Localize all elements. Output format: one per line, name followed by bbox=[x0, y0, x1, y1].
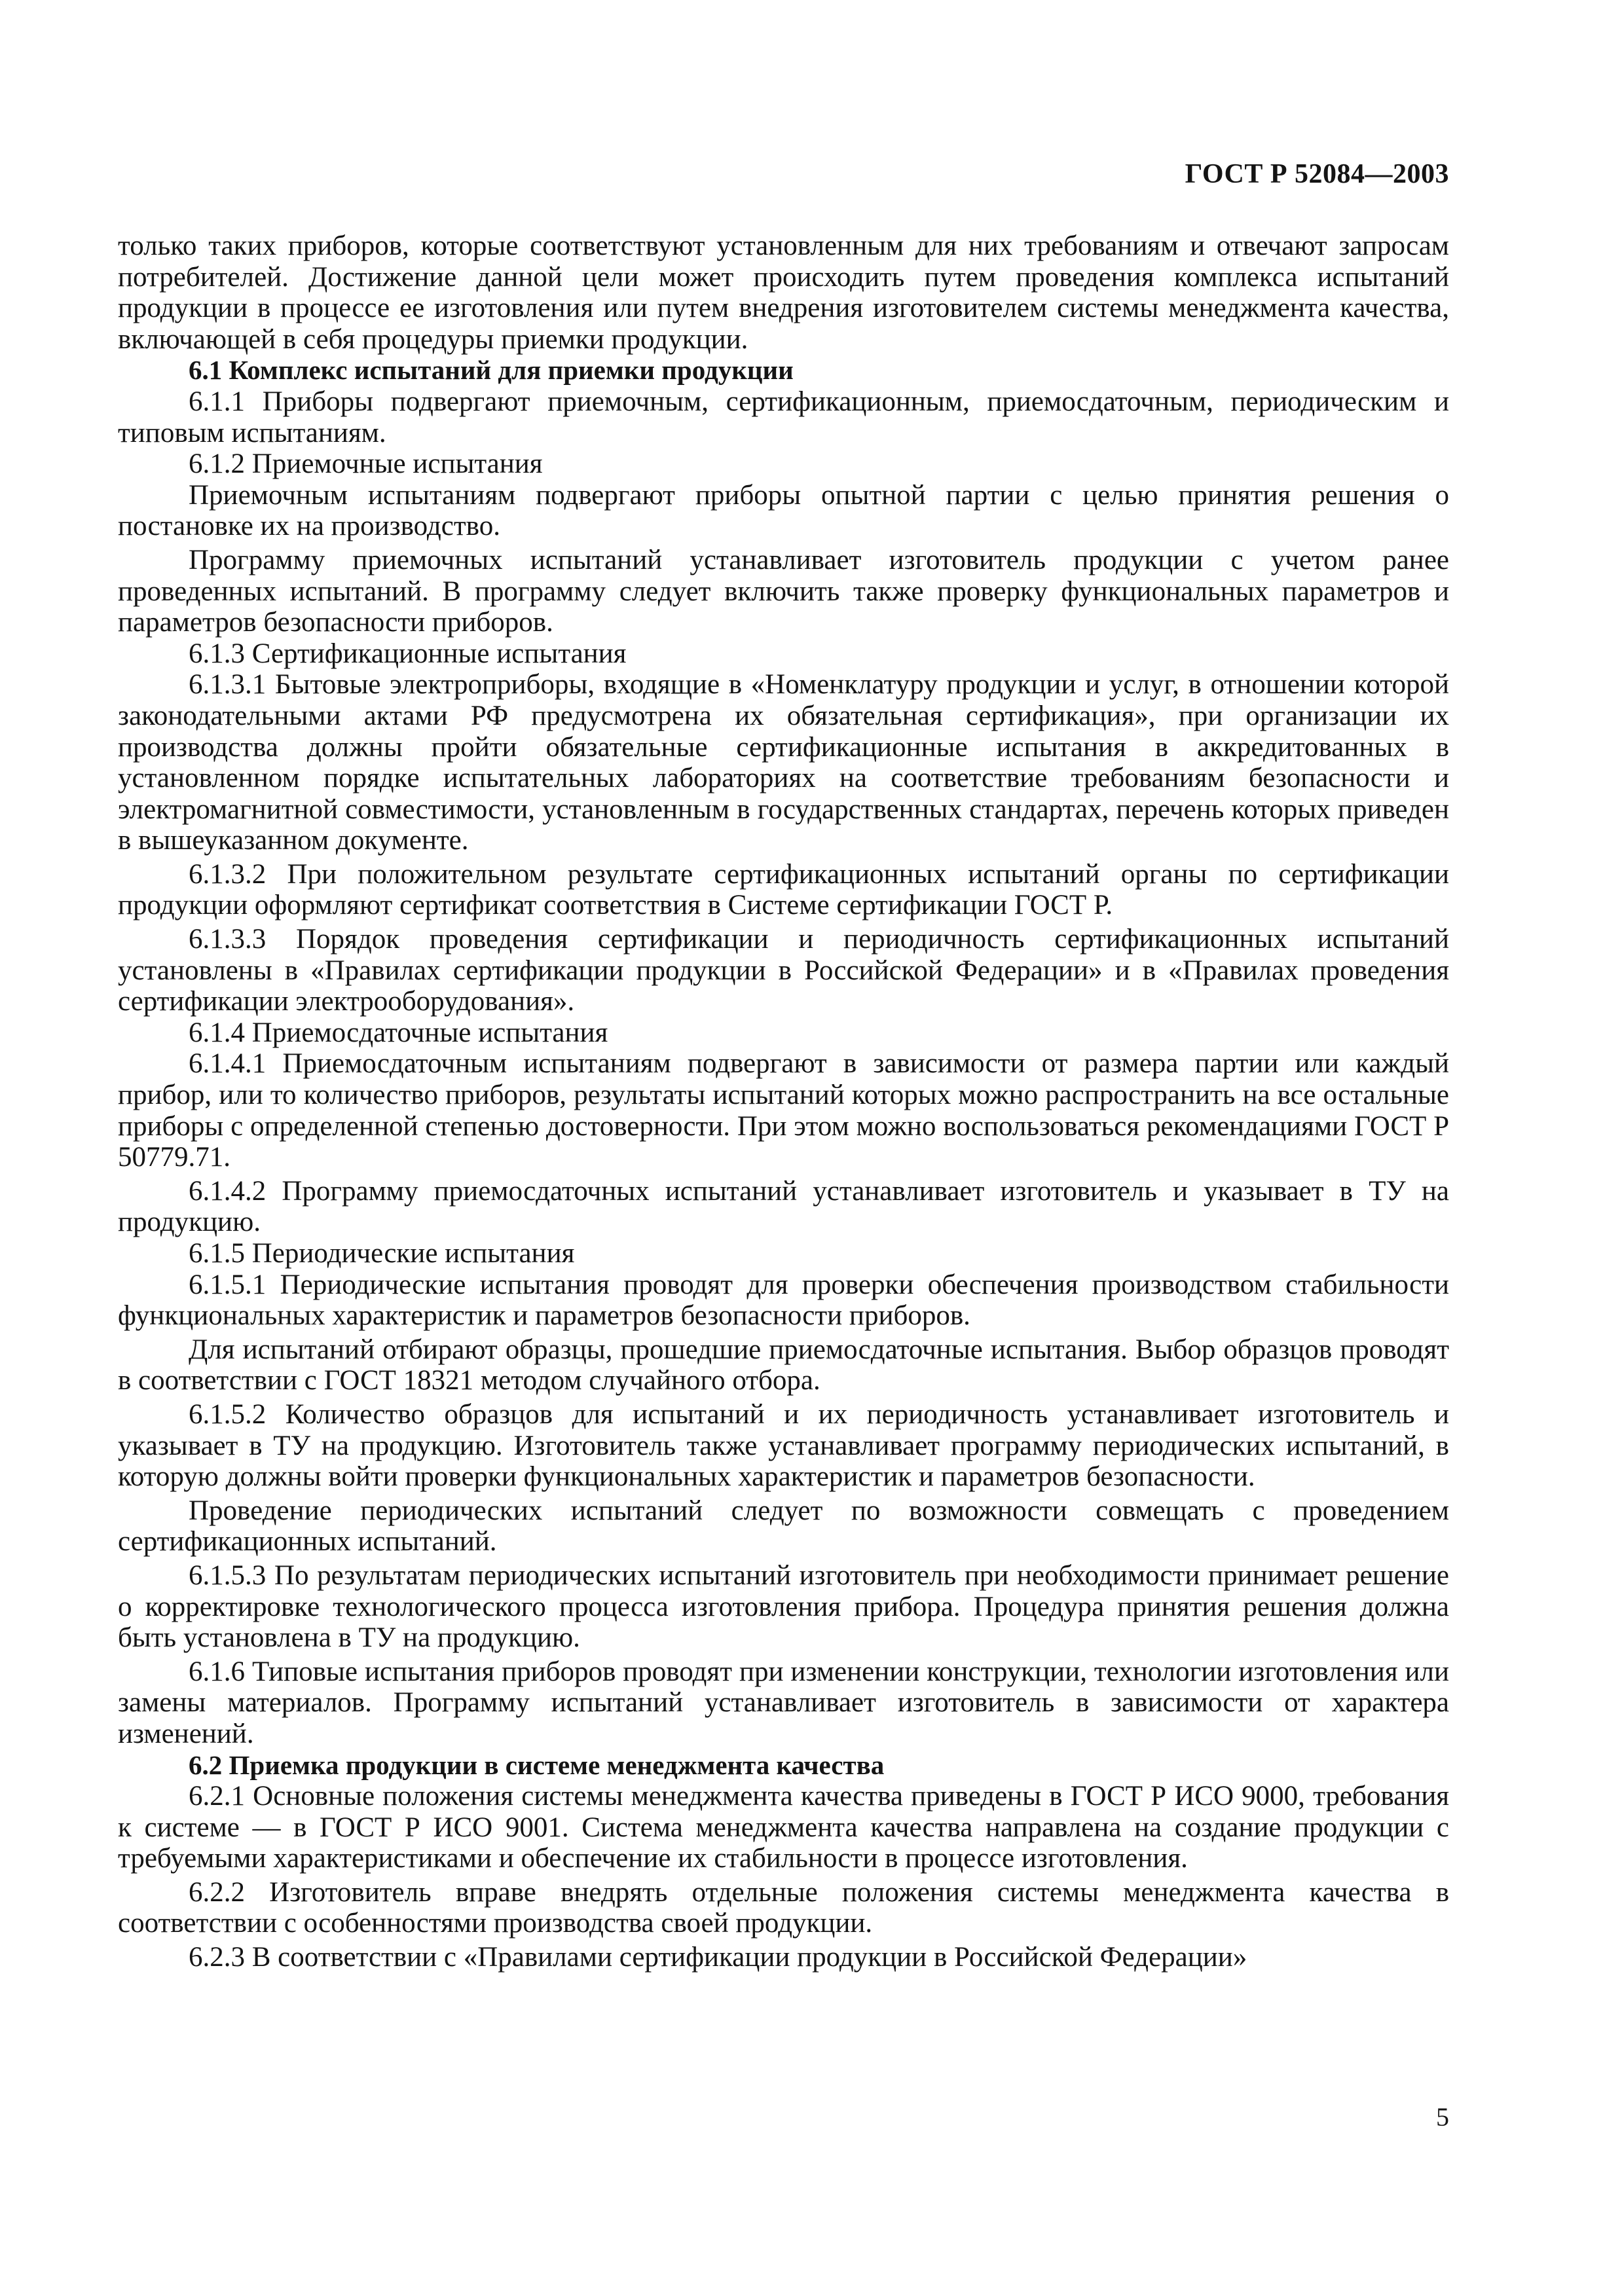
paragraph-6-1-5-2-b: Проведение периодических испытаний следует по возможности совмещать с проведением сертификационных испытаний. bbox=[118, 1495, 1449, 1558]
paragraph-6-2-1: 6.2.1 Основные положения системы менеджмента качества приведены в ГОСТ Р ИСО 9000, требования к системе — в ГОСТ Р ИСО 9001. Система менеджмента качества направлена на создание продукции с требуемыми характеристиками и обеспечение их стабильности в процессе изготовления. bbox=[118, 1781, 1449, 1874]
paragraph-6-1-5-3: 6.1.5.3 По результатам периодических испытаний изготовитель при необходимости принимает решение о корректировке технологического процесса изготовления прибора. Процедура принятия решения должна быть установлена в ТУ на продукцию. bbox=[118, 1559, 1449, 1654]
paragraph-6-1-1: 6.1.1 Приборы подвергают приемочным, сертификационным, приемосдаточным, периодическим и типовым испытаниям. bbox=[118, 386, 1449, 448]
section-heading-6-1: 6.1 Комплекс испытаний для приемки продукции bbox=[189, 355, 794, 386]
subheading-6-1-2: 6.1.2 Приемочные испытания bbox=[189, 448, 543, 480]
paragraph-6-2-2: 6.2.2 Изготовитель вправе внедрять отдельные положения системы менеджмента качества в соответствии с особенностями производства своей продукции. bbox=[118, 1876, 1449, 1939]
subheading-6-1-4: 6.1.4 Приемосдаточные испытания bbox=[189, 1017, 608, 1048]
subheading-6-1-3: 6.1.3 Сертификационные испытания bbox=[189, 638, 627, 669]
paragraph-6-1-5-2: 6.1.5.2 Количество образцов для испытаний и их периодичность устанавливает изготовитель и указывает в ТУ на продукцию. Изготовитель также устанавливает программу периодических испытаний, в которую должны войти проверки функциональных характеристик и параметров безопасности. bbox=[118, 1398, 1449, 1493]
paragraph-6-1-6: 6.1.6 Типовые испытания приборов проводят при изменении конструкции, технологии изготовления или замены материалов. Программу испытаний устанавливает изготовитель в зависимости от характера изменений. bbox=[118, 1656, 1449, 1749]
document-body bbox=[118, 230, 1449, 1973]
paragraph-6-1-3-1: 6.1.3.1 Бытовые электроприборы, входящие в «Номенклатуру продукции и услуг, в отношении которой законодательными актами РФ предусмотрена их обязательная сертификация», при организации их производства должны пройти обязательные сертификационные испытания в аккредитованных в установленном порядке испытательных лабораториях на соответствие требованиям безопасности и электромагнитной совместимости, установленным в государственных стандартах, перечень которых приведен в вышеуказанном документе. bbox=[118, 669, 1449, 856]
paragraph-6-2-3: 6.2.3 В соответствии с «Правилами сертификации продукции в Российской Федерации» bbox=[189, 1942, 1247, 1973]
paragraph-6-1-3-2: 6.1.3.2 При положительном результате сертификационных испытаний органы по сертификации продукции оформляют сертификат соответствия в Системе сертификации ГОСТ Р. bbox=[118, 858, 1449, 921]
subheading-6-1-5: 6.1.5 Периодические испытания bbox=[189, 1238, 575, 1269]
paragraph-6-1-2-b: Программу приемочных испытаний устанавливает изготовитель продукции с учетом ранее проведенных испытаний. В программу следует включить также проверку функциональных параметров и параметров безопасности приборов. bbox=[118, 544, 1449, 638]
paragraph-continuation: только таких приборов, которые соответствуют установленным для них требованиям и отвечают запросам потребителей. Достижение данной цели может происходить путем проведения комплекса испытаний продукции в процессе ее изготовления или путем внедрения изготовителем системы менеджмента качества, включающей в себя процедуры приемки продукции. bbox=[118, 230, 1449, 355]
section-heading-6-2: 6.2 Приемка продукции в системе менеджмента качества bbox=[189, 1749, 885, 1780]
paragraph-6-1-4-1: 6.1.4.1 Приемосдаточным испытаниям подвергают в зависимости от размера партии или каждый прибор, или то количество приборов, результаты испытаний которых можно распространить на все остальные приборы с определенной степенью достоверности. При этом можно воспользоваться рекомендациями ГОСТ Р 50779.71. bbox=[118, 1048, 1449, 1173]
paragraph-6-1-3-3: 6.1.3.3 Порядок проведения сертификации и периодичность сертификационных испытаний установлены в «Правилах сертификации продукции в Российской Федерации» и в «Правилах проведения сертификации электрооборудования». bbox=[118, 924, 1449, 1017]
document-header: ГОСТ Р 52084—2003 bbox=[1185, 159, 1449, 189]
page-number: 5 bbox=[1436, 2102, 1449, 2132]
paragraph-6-1-5-1-b: Для испытаний отбирают образцы, прошедшие приемосдаточные испытания. Выбор образцов проводят в соответствии с ГОСТ 18321 методом случайного отбора. bbox=[118, 1334, 1449, 1396]
paragraph-6-1-4-2: 6.1.4.2 Программу приемосдаточных испытаний устанавливает изготовитель и указывает в ТУ на продукцию. bbox=[118, 1175, 1449, 1238]
paragraph-6-1-2-a: Приемочным испытаниям подвергают приборы опытной партии с целью принятия решения о постановке их на производство. bbox=[118, 479, 1449, 542]
paragraph-6-1-5-1: 6.1.5.1 Периодические испытания проводят для проверки обеспечения производством стабильности функциональных характеристик и параметров безопасности приборов. bbox=[118, 1269, 1449, 1332]
